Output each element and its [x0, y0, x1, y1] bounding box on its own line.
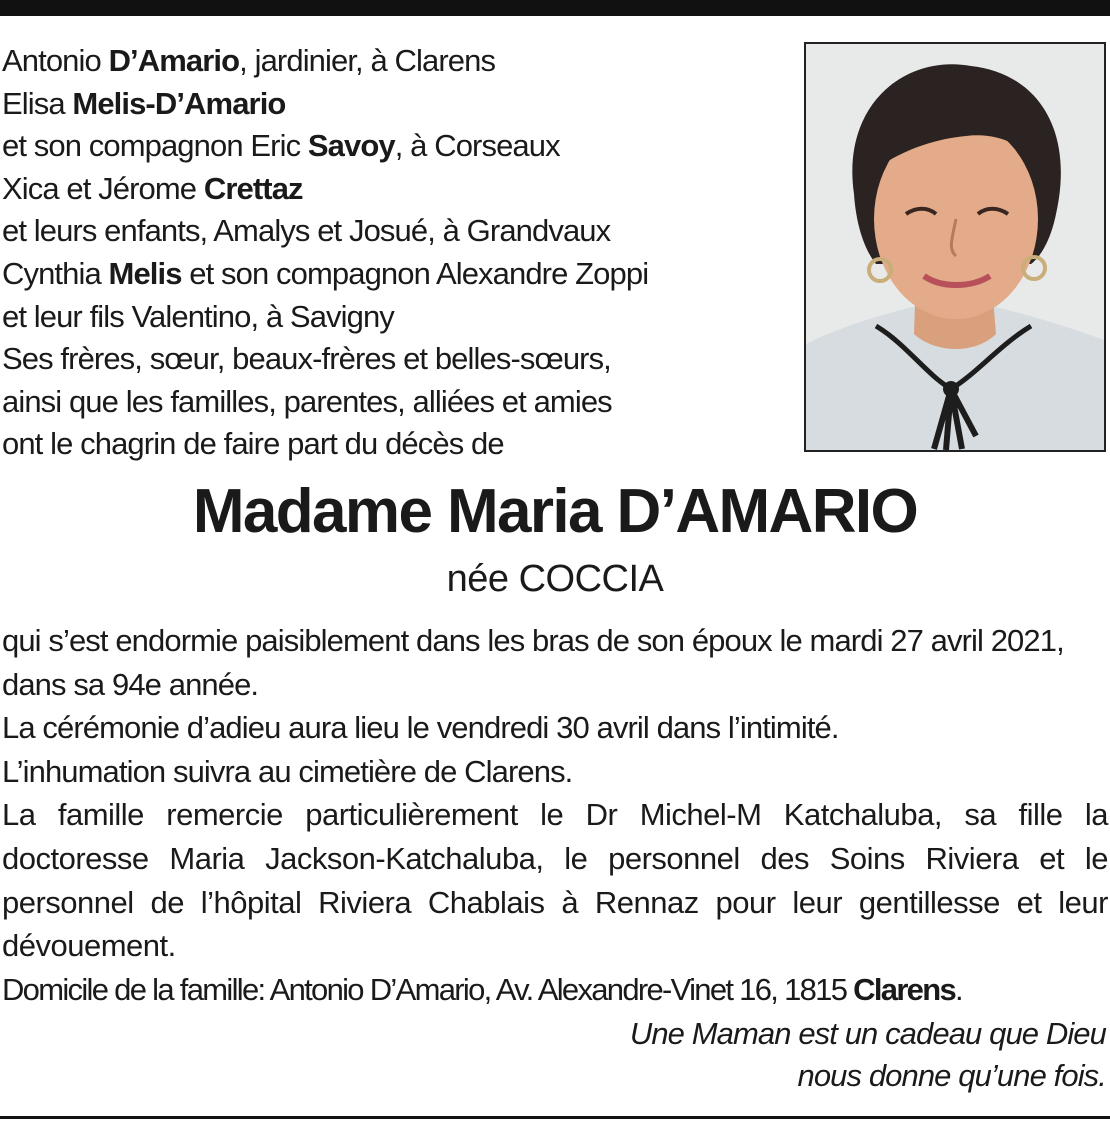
line-text: et son compagnon Eric: [2, 128, 308, 164]
ceremony-text: La cérémonie d’adieu aura lieu le vendredi 30 avril dans l’intimité.: [2, 710, 839, 746]
family-line: [2, 210, 792, 253]
domicile-end: .: [955, 971, 962, 1007]
notice-body: [2, 619, 1108, 1011]
quote-line: Une Maman est un cadeau que Dieu: [629, 1016, 1106, 1051]
portrait-illustration: [806, 44, 1104, 450]
portrait-photo: [804, 42, 1106, 452]
line-text: et son compagnon Alexandre Zoppi: [181, 255, 649, 291]
burial-text: L’inhumation suivra au cimetière de Clarens.: [2, 753, 573, 789]
family-surname: Crettaz: [203, 170, 303, 206]
line-text: , à Corseaux: [394, 128, 560, 164]
family-line: [2, 381, 792, 424]
line-text: et leur fils Valentino, à Savigny: [2, 298, 394, 334]
family-surname: Melis: [108, 255, 182, 291]
top-rule: [0, 0, 1110, 16]
family-surname: D’Amario: [108, 43, 240, 78]
thanks-text: La famille remercie particulièrement le Dr Michel-M Katchaluba, sa fille la doctoresse Maria Jackson-Katchaluba, le personnel des Soins Riviera et le personnel de l’hôpital Riviera Chablais à Rennaz pour leur gentillesse et leur dévouement.: [2, 797, 1108, 964]
domicile-city: Clarens: [853, 971, 955, 1007]
line-text: ainsi que les familles, parentes, alliées et amies: [2, 383, 612, 419]
line-text: Cynthia: [2, 255, 109, 291]
family-line: [2, 125, 792, 168]
line-text: et leurs enfants, Amalys et Josué, à Grandvaux: [2, 213, 611, 249]
family-line: [2, 40, 792, 83]
family-line: [2, 168, 792, 211]
closing-quote: [406, 1013, 1106, 1097]
line-text: Xica et Jérome: [2, 170, 204, 206]
line-text: ont le chagrin de faire part du décès de: [2, 426, 504, 462]
family-line: [2, 423, 792, 466]
maiden-name: née COCCIA: [446, 558, 664, 600]
family-line: [2, 253, 792, 296]
family-surname: Savoy: [307, 128, 395, 164]
family-line: [2, 296, 792, 339]
line-text: Elisa: [2, 85, 73, 121]
quote-line: nous donne qu’une fois.: [797, 1058, 1106, 1093]
line-text: Ses frères, sœur, beaux-frères et belles-sœurs,: [2, 341, 611, 377]
family-line: [2, 83, 792, 126]
domicile-address: Domicile de la famille: Antonio D’Amario, Av. Alexandre-Vinet 16, 1815: [2, 971, 854, 1007]
death-notice-text: qui s’est endormie paisiblement dans les bras de son époux le mardi 27 avril 2021, dans sa 94e année.: [2, 623, 1064, 702]
domicile-line: [2, 968, 1108, 1012]
bottom-rule: [0, 1116, 1110, 1119]
family-surname: Melis-D’Amario: [72, 85, 286, 121]
family-line: [2, 338, 792, 381]
family-list: [2, 40, 792, 466]
line-text: Antonio: [2, 43, 109, 78]
deceased-name: Madame Maria D’AMARIO: [192, 477, 918, 546]
line-text: , jardinier, à Clarens: [239, 43, 496, 78]
